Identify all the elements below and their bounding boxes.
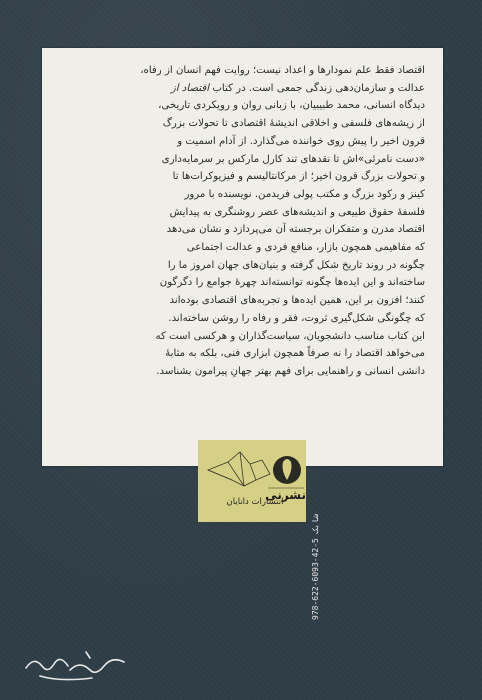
blurb-line: از ریشه‌های فلسفی و اخلاقی اندیشهٔ اقتصادی تا تحولات بزرگ [162,118,425,130]
blurb-line: که مفاهیمی همچون بازار، منافع فردی و عدالت اجتماعی [186,242,425,254]
origami-bird-icon [198,440,306,522]
blurb-line: دیدگاه انسانی، محمد طبیبیان، با زبانی روان و رویکردی تاریخی، [158,100,425,112]
isbn-text: 978-622-6093-42-5 شابک [311,514,320,620]
blurb-text [60,62,425,381]
blurb-line: اقتصاد مدرن و متفکران برجسته آن می‌پردازد و نشان می‌دهد [166,224,425,236]
blurb-line: این کتاب مناسب دانشجویان، سیاست‌گذاران و هرکسی است که [155,330,425,342]
blurb-line: ساخته‌اند و این ایده‌ها چگونه توانسته‌اند چهرهٔ جوامع را دگرگون [159,277,425,289]
blurb-line: که چگونگی شکل‌گیری ثروت، فقر و رفاه را روشن ساخته‌اند. [168,312,425,324]
blurb-panel [42,48,443,466]
blurb-line: کینز و رکود بزرگ و مکتب پولی فریدمن. نویسنده با مرور [184,188,425,200]
signature-mark [20,640,130,686]
blurb-line: چگونه در روند تاریخ شکل گرفته و بنیان‌های جهان امروز ما را [167,259,425,271]
blurb-line: عدالت و سازمان‌دهی زندگی جمعی است. در کتاب اقتصاد از [170,82,425,94]
publisher-imprint: انتشارات دانایان [226,497,284,507]
book-title: اقتصاد از [170,82,210,94]
blurb-line: می‌خواهد اقتصاد را نه صرفاً همچون ابزاری فنی، بلکه به مثابهٔ [165,348,425,360]
blurb-line: دانشی انسانی و راهنمایی برای فهم بهتر جهانِ پیرامون بشناسد. [156,365,425,377]
blurb-line: فلسفهٔ حقوق طبیعی و اندیشه‌های عصر روشنگری به پیدایش [169,206,425,218]
blurb-line: «دست نامرئی»اش تا نقدهای تند کارل مارکس بر سرمایه‌داری [161,153,425,165]
publisher-name: نشرنی [265,488,306,502]
blurb-line: و تحولات بزرگ قرون اخیر؛ از مرکانتالیسم و فیزیوکرات‌ها تا [172,171,425,183]
blurb-line: قرون اخیر را پیش روی خواننده می‌گذارد. از آدام اسمیت و [177,135,425,147]
blurb-line: اقتصاد فقط علم نمودارها و اعداد نیست؛ روایت فهم انسان از رفاه، [140,65,425,76]
blurb-line: کنند؛ افزون بر این، همین ایده‌ها و تجربه‌های اقتصادی بوده‌اند [169,295,425,307]
publisher-logo [198,440,306,522]
